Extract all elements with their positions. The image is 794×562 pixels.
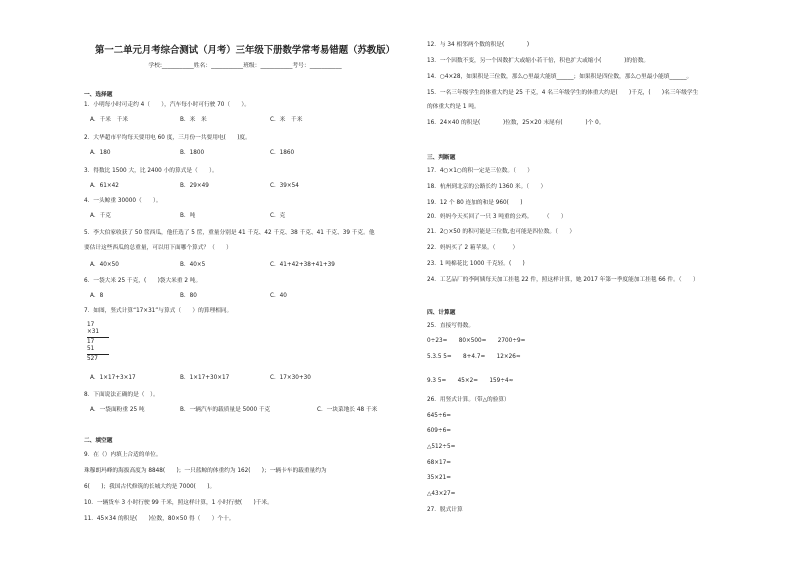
option-b: B．1800 [180,150,205,156]
option-c: C．1860 [270,150,295,156]
mental-math-row: 5.3.5 5= 8+4.7= 12×26≈ [427,354,521,360]
calc-line: ×31 [87,329,100,335]
option-a: A．40×50 [90,262,119,268]
question-16: 16．24×40 的积是( )位数，25×20 末尾有( )个 0。 [427,120,605,126]
option-b: B．米 米 [180,117,207,123]
section-calc-heading: 四、计算题 [427,310,456,316]
option-a: A．1×17+3×17 [90,375,136,381]
question-12: 12．与 34 相邻两个数的积是( ) [427,42,530,48]
calc-divider [87,337,109,338]
option-c: C．一块菜地长 48 千米 [317,407,378,413]
vertical-calculation [87,322,127,363]
question-2: 2．大华超市平均每天要用电 60 度，三月份一共要用电( )度。 [84,135,251,141]
question-23: 23．1 吨棉花比 1000 千克轻。( ) [427,261,525,267]
question-6: 6．一袋大米 25 千克，( )袋大米重 2 吨。 [84,278,202,284]
option-b: B．80 [180,293,197,299]
option-a: A．180 [90,150,111,156]
question-15-line-2: 的体重大约是 1 吨。 [427,104,480,110]
question-3: 3．得数比 1500 大，比 2400 小的算式是（ ）。 [84,168,218,174]
question-22: 22．妈妈买了 2 箱苹果。（ ） [427,245,519,251]
option-c: C．39×54 [270,183,299,189]
option-c: C．米 千米 [270,117,303,123]
section-choice-heading: 一、选择题 [84,92,113,98]
section-fill-heading: 二、填空题 [84,438,113,444]
question-27: 27．脱式计算 [427,507,463,513]
option-b: B．1×17+30×17 [180,375,230,381]
question-1: 1．小明每小时可走约 4（ ），汽车每小时可行驶 70（ ）。 [84,102,250,108]
vertical-calc-item: △43×27= [427,491,456,497]
question-4: 4．一头鲸重 30000（ ）。 [84,198,162,204]
option-b: B．29×49 [180,183,209,189]
mental-math-row: 0÷23= 80×500= 2700÷9= [427,338,526,344]
page-title: 第一二单元月考综合测试（月考）三年级下册数学常考易错题（苏教版） [94,45,395,56]
question-26: 26．用竖式计算。（带△的验算） [427,397,510,403]
question-14: 14．○4×28，如果积是三位数，那么○里最大能填______；如果积是四位数，那么○里最小能填______。 [427,74,693,80]
question-25: 25．直接写得数。 [427,323,475,329]
vertical-calc-item: 35×21= [427,475,452,481]
option-c: C．克 [270,213,286,219]
calc-line: 527 [87,356,98,362]
calc-line: 51 [87,346,95,352]
question-5-line-2: 要估计这些西瓜的总重量，可以用下面哪个算式？（ ） [84,245,232,251]
question-9: 9．在（）内填上合适的单位。 [84,452,162,458]
calc-divider [87,354,109,355]
option-c: C．40 [270,293,287,299]
vertical-calc-item: 609÷6= [427,428,452,434]
option-b: B．吨 [180,213,196,219]
question-15-line-1: 15．一名三年级学生的体重大约是 25 千克，4 名三年级学生的体重大约是( )千克，( )名三年级学生 [427,90,699,96]
question-11: 11．45×34 的积是( )位数，80×50 得（ ）个十。 [84,516,235,522]
option-a: A．61×42 [90,183,119,189]
option-a: A．千克 [90,213,111,219]
section-judge-heading: 三、判断题 [427,155,456,161]
question-8: 8．下面说法正确的是（ ）。 [84,392,159,398]
question-5-line-1: 5．李大伯家收获了 50 筐西瓜，他任选了 5 筐，重量分别是 41 千克、42 千克、38 千克、41 千克、39 千克。他 [84,230,375,236]
calc-line: 17 [87,339,95,345]
question-21: 21．2○×50 的积可能是三位数,也可能是四位数。（ ） [427,229,576,235]
question-9-line-1: 珠穆朗玛峰的海拔高度为 8848( )；一只蓝鲸的体重约为 162( )；一辆卡车的载重量约为 [84,468,327,474]
vertical-calc-item: 645÷6= [427,413,452,419]
student-info-line: 学校:___________姓名：___________班级：___________考号：___________ [148,63,342,69]
option-a: A．8 [90,293,104,299]
question-7: 7．如图，竖式计算“17×31”与算式（ ）的算理相同。 [84,308,233,314]
option-c: C．41+42+38+41+39 [270,262,335,268]
option-b: B．40×5 [180,262,206,268]
question-10: 10．一辆货车 3 小时行驶 99 千米，照这样计算，1 小时行驶( )千米。 [84,500,273,506]
option-a: A．千米 千米 [90,117,129,123]
question-9-line-2: 6( )；我国古代修筑的长城大约是 7000( )。 [84,484,216,490]
mental-math-row: 9.3 5= 45×2= 159÷4≈ [427,378,514,384]
question-17: 17．4○×1○的积一定是三位数。（ ） [427,168,533,174]
question-13: 13．一个因数不变，另一个因数扩大或缩小若干倍，积也扩大或缩小( )的倍数。 [427,58,650,64]
option-b: B．一辆汽车的载质量是 5000 千克 [180,407,271,413]
question-18: 18．杭州到北京的公路长约 1360 米。（ ） [427,184,547,190]
question-24: 24．工艺品厂的李阿姨每天加工挂毯 22 件，照这样计算，她 2017 年第一季度能加工挂毯 66 件。（ ） [427,277,699,283]
option-a: A．一袋面粉重 25 吨 [90,407,145,413]
option-c: C．17×30+30 [270,375,311,381]
question-19: 19．12 个 80 连加的和是 960( ) [427,200,523,206]
vertical-calc-item: 68×17= [427,460,452,466]
question-20: 20．妈妈今天买回了一只 3 吨重的公鸡。 （ ） [427,214,567,220]
vertical-calc-item: △512÷5= [427,444,456,450]
calc-line: 17 [87,322,95,328]
